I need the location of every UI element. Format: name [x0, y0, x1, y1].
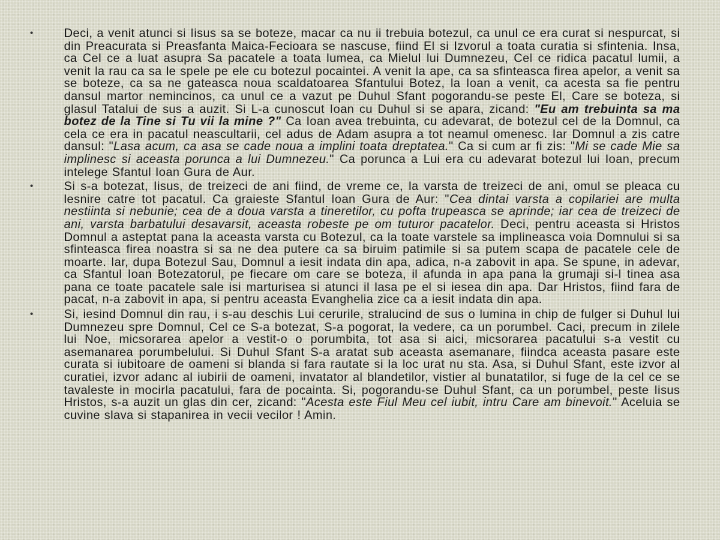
paragraph-text: " Ca porunca a Lui era cu adevarat botezul lui Ioan, precum intelege Sfantul Ioan Gura de Aur.: [64, 151, 681, 179]
paragraph-text: Si s-a botezat, Iisus, de treizeci de ani fiind, de vreme ce, la varsta de treizeci de ani, omul se pleaca cu lesnire catre tot pacatul. Ca graieste Sfantul Ioan Gura de Aur: ": [64, 179, 680, 206]
paragraph-text: Si, iesind Domnul din rau, i s-au deschis Lui cerurile, stralucind de sus o lumina in chip de fulger si Duhul lui Dumnezeu spre Domnul, Cel ce S-a botezat, S-a pogorat, la vedere, ca un porumbel. Caci, precum in zilele lui Noe, micsorarea apelor a vestit-o o porumbita, tot asa si aici, micsorarea pacatului s-a vestit cu asemanarea porumbelului. Si Duhul Sfant S-a aratat sub aceasta asemanare, fiindca aceasta pasare este curata si iubitoare de oameni si blanda si fara rautate si la loc urat nu sta. Asa, si Duhul Sfant, este izvor al curatiei, izvor adanc al iubirii de oameni, invatator al blandetilor, vistier al bunatatilor, si fuge de la cel ce se tavaleste in mocirla pacatului, fara de pocainta. Si, pogorandu-se Duhul Sfant, ca un porumbel, peste Iisus Hristos, s-a auzit un glas din cer, zicand: ": [64, 307, 680, 410]
bullet-paragraph: [30, 308, 680, 421]
bullet-marker: •: [30, 309, 34, 320]
quoted-text: Mi se cade Mie sa implinesc si aceasta porunca a lui Dumnezeu.: [64, 139, 680, 166]
quoted-text: Lasa acum, ca asa se cade noua a implini toata dreptatea.: [113, 139, 449, 154]
quoted-text: "Eu am trebuinta sa ma botez de la Tine si Tu vii la mine ?": [64, 101, 680, 129]
bullet-marker: •: [30, 181, 34, 192]
bullet-list: [30, 27, 680, 421]
quoted-text: Cea dintai varsta a copilariei are multa nestiinta si nebunie; cea de a doua varsta a tineretilor, cu pofta trupeasca se aprinde; iar cea de treizeci de ani, varsta barbatului desavarsit, aceasta robeste pe om tuturor pacatelor.: [64, 191, 680, 231]
paragraph-text: " Aceluia se cuvine slava si stapanirea in vecii vecilor ! Amin.: [64, 395, 680, 422]
bullet-paragraph: [30, 180, 680, 306]
bullet-paragraph: [30, 27, 680, 178]
paragraph-text: " Ca si cum ar fi zis: ": [448, 139, 576, 154]
quoted-text: Acesta este Fiul Meu cel iubit, intru Care am binevoit.: [305, 395, 613, 410]
paragraph-text: Ca Ioan avea trebuinta, cu adevarat, de botezul cel de la Domnul, ca cela ce era in pacatul neascultarii, cel adus de Adam asupra a tot neamul omenesc. Iar Domnul a zis catre dansul: ": [64, 114, 680, 154]
paragraph-text: Deci, a venit atunci si Iisus sa se boteze, macar ca nu ii trebuia botezul, ca unul ce era curat si nespurcat, si din Preacurata si Preasfanta Maica-Fecioara se nascuse, fiind El si Izvorul a toata curatia si sfintenia. Insa, ca Cel ce a luat asupra Sa pacatele a toata lumea, ca Mielul lui Dumnezeu, Cel ce ridica pacatul lumii, a venit la rau ca sa le spele pe ele cu botezul pocaintei. A venit la ape, ca sa sfinteasca firea apelor, a venit sa se boteze, ca sa ne gateasca noua scaldatoarea Sfantului Botez, la Ioan a venit, ca acesta sa fie pentru dansul martor nemincinos, ca unul ce a vazut pe Duhul Sfant pogorandu-se peste El, Care se boteza, si glasul Tatalui de sus a auzit. Si L-a cunoscut Ioan cu Duhul si se apara, zicand:: [64, 26, 680, 116]
paragraph-text: Deci, pentru aceasta si Hristos Domnul a asteptat pana la aceasta varsta cu Botezul, ca la toate varstele sa implineasca voia Domnului si sa sfinteasca firea noastra si sa ne dea putere ca sa biruim patimile si sa putem scapa de pacatele cele de moarte. Iar, dupa Botezul Sau, Domnul a iesit indata din apa, adica, n-a zabovit in apa. Se spune, in adevar, ca Sfantul Ioan Botezatorul, pe fiecare om care se boteza, il afunda in apa pana la grumaji si-l tinea asa pana ce toate pacatele sale isi marturisea si atunci il lasa pe el si iesea din apa. Dar Hristos, fiind fara de pacat, n-a zabovit in apa, si pentru aceasta Evanghelia zice ca a iesit indata din apa.: [64, 216, 680, 307]
bullet-marker: •: [30, 28, 34, 38]
